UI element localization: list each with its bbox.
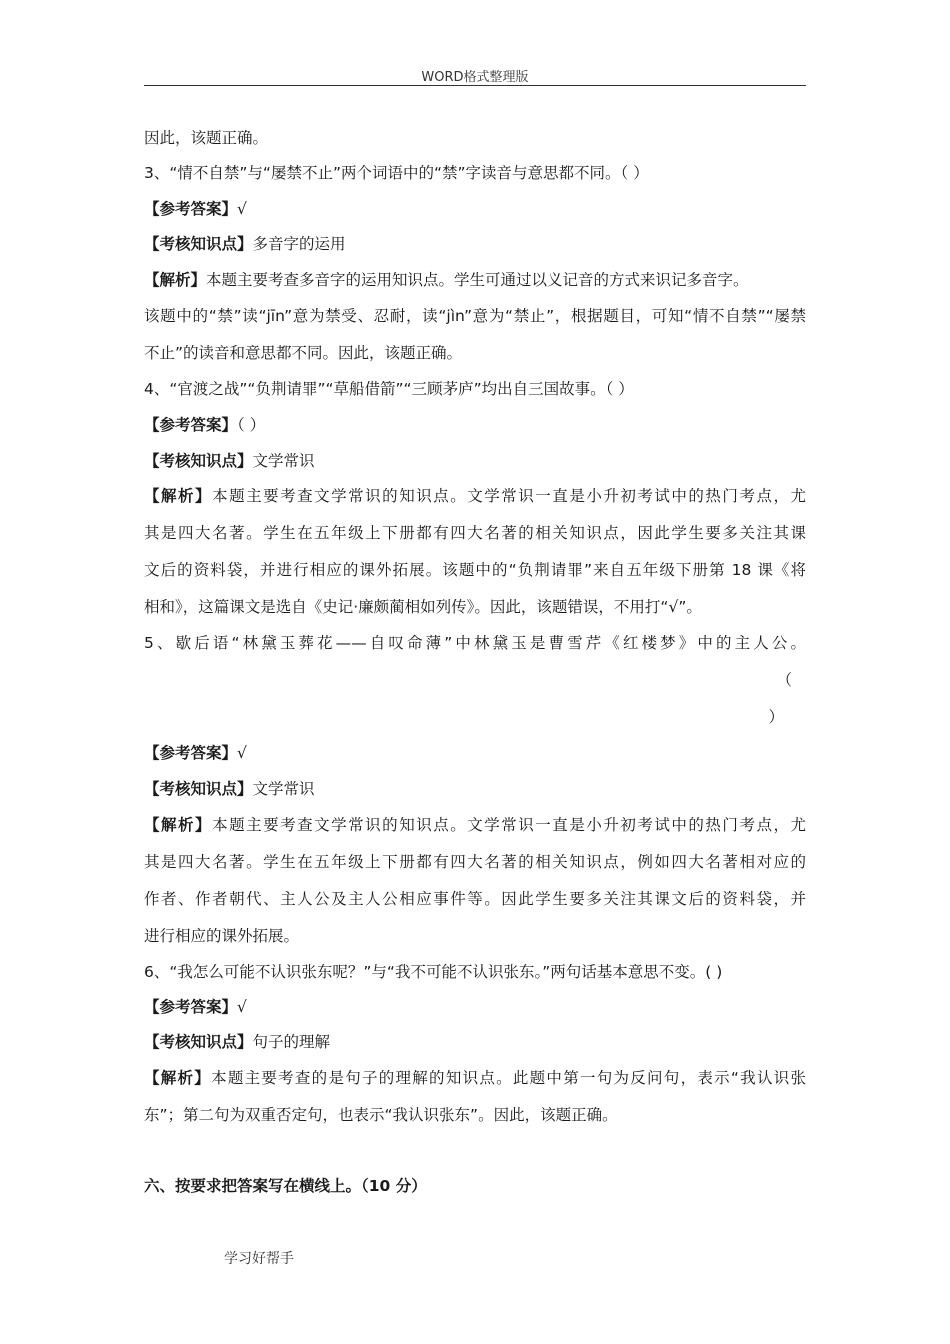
analysis-label: 【解析】 <box>144 1069 212 1087</box>
q5-analysis-1 <box>144 815 806 835</box>
analysis-text: 本题主要考查多音字的运用知识点。学生可通过以义记音的方式来识记多音字。 <box>206 271 749 289</box>
q6-analysis-2: 东”；第二句为双重否定句，也表示“我认识张东”。因此，该题正确。 <box>144 1106 618 1124</box>
q5-analysis-2: 其是四大名著。学生在五年级上下册都有四大名著的相关知识点，例如四大名著相对应的 <box>144 853 806 871</box>
question-4: 4、“官渡之战”“负荆请罪”“草船借箭”“三顾茅庐”均出自三国故事。（ ） <box>144 380 634 398</box>
page-footer: 学习好帮手 <box>224 1251 294 1267</box>
answer-label: 【参考答案】 <box>144 200 238 218</box>
q5-analysis-4: 进行相应的课外拓展。 <box>144 927 300 945</box>
answer-label: 【参考答案】 <box>144 998 238 1016</box>
answer-value: √ <box>237 200 247 218</box>
q5-answer <box>144 743 806 763</box>
question-5: 5、歇后语“林黛玉葬花——自叹命薄”中林黛玉是曹雪芹《红楼梦》中的主人公。 <box>144 634 806 652</box>
analysis-label: 【解析】 <box>144 816 213 834</box>
q6-knowledge <box>144 1032 806 1052</box>
q4-knowledge <box>144 451 806 471</box>
q5-analysis-3: 作者、作者朝代、主人公及主人公相应事件等。因此学生要多关注其课文后的资料袋，并 <box>144 890 806 908</box>
section-heading: 六、按要求把答案写在横线上。（10 分） <box>144 1177 427 1195</box>
q6-answer <box>144 997 806 1017</box>
q6-analysis-1 <box>144 1068 806 1088</box>
paragraph-line: 因此，该题正确。 <box>144 129 269 147</box>
q4-analysis-3: 文后的资料袋，并进行相应的课外拓展。该题中的“负荆请罪”来自五年级下册第 18 课《将 <box>144 561 806 579</box>
q3-analysis-3: 不止”的读音和意思都不同。因此，该题正确。 <box>144 344 463 362</box>
page-header: WORD格式整理版 <box>421 70 529 85</box>
q5-paren-open: （ <box>776 671 792 689</box>
analysis-label: 【解析】 <box>144 271 207 289</box>
answer-label: 【参考答案】 <box>144 744 238 762</box>
q3-analysis-2: 该题中的“禁”读“jīn”意为禁受、忍耐，读“jìn”意为“禁止”，根据题目，可知“情不自禁”“屡禁 <box>144 307 806 325</box>
question-6: 6、“我怎么可能不认识张东呢？”与“我不可能不认识张东。”两句话基本意思不变。( ) <box>144 963 723 981</box>
analysis-label: 【解析】 <box>144 487 213 505</box>
q5-knowledge <box>144 779 806 799</box>
knowledge-label: 【考核知识点】 <box>144 780 253 798</box>
analysis-text: 本题主要考查的是句子的理解的知识点。此题中第一句为反问句，表示“我认识张 <box>211 1069 806 1087</box>
knowledge-label: 【考核知识点】 <box>144 235 253 253</box>
q3-answer <box>144 199 806 219</box>
knowledge-value: 文学常识 <box>252 452 315 470</box>
answer-label: 【参考答案】 <box>144 416 238 434</box>
knowledge-value: 文学常识 <box>252 780 315 798</box>
answer-value: √ <box>237 998 247 1016</box>
question-3: 3、“情不自禁”与“屡禁不止”两个词语中的“禁”字读音与意思都不同。（ ） <box>144 164 649 182</box>
analysis-text: 本题主要考查文学常识的知识点。文学常识一直是小升初考试中的热门考点，尤 <box>212 487 806 505</box>
answer-value: （ ） <box>237 416 266 434</box>
answer-value: √ <box>237 744 247 762</box>
q4-analysis-1 <box>144 486 806 506</box>
knowledge-label: 【考核知识点】 <box>144 1033 253 1051</box>
q3-analysis-1 <box>144 270 806 290</box>
q4-analysis-2: 其是四大名著。学生在五年级上下册都有四大名著的相关知识点，因此学生要多关注其课 <box>144 524 806 542</box>
knowledge-label: 【考核知识点】 <box>144 452 253 470</box>
knowledge-value: 多音字的运用 <box>252 235 346 253</box>
analysis-text: 本题主要考查文学常识的知识点。文学常识一直是小升初考试中的热门考点，尤 <box>212 816 806 834</box>
q4-analysis-4: 相和》，这篇课文是选自《史记·廉颇蔺相如列传》。因此，该题错误，不用打“√”。 <box>144 598 702 616</box>
q3-knowledge <box>144 234 806 254</box>
q4-answer <box>144 415 806 435</box>
knowledge-value: 句子的理解 <box>252 1033 331 1051</box>
header-divider <box>144 85 806 86</box>
q5-paren-close: ） <box>768 708 784 726</box>
